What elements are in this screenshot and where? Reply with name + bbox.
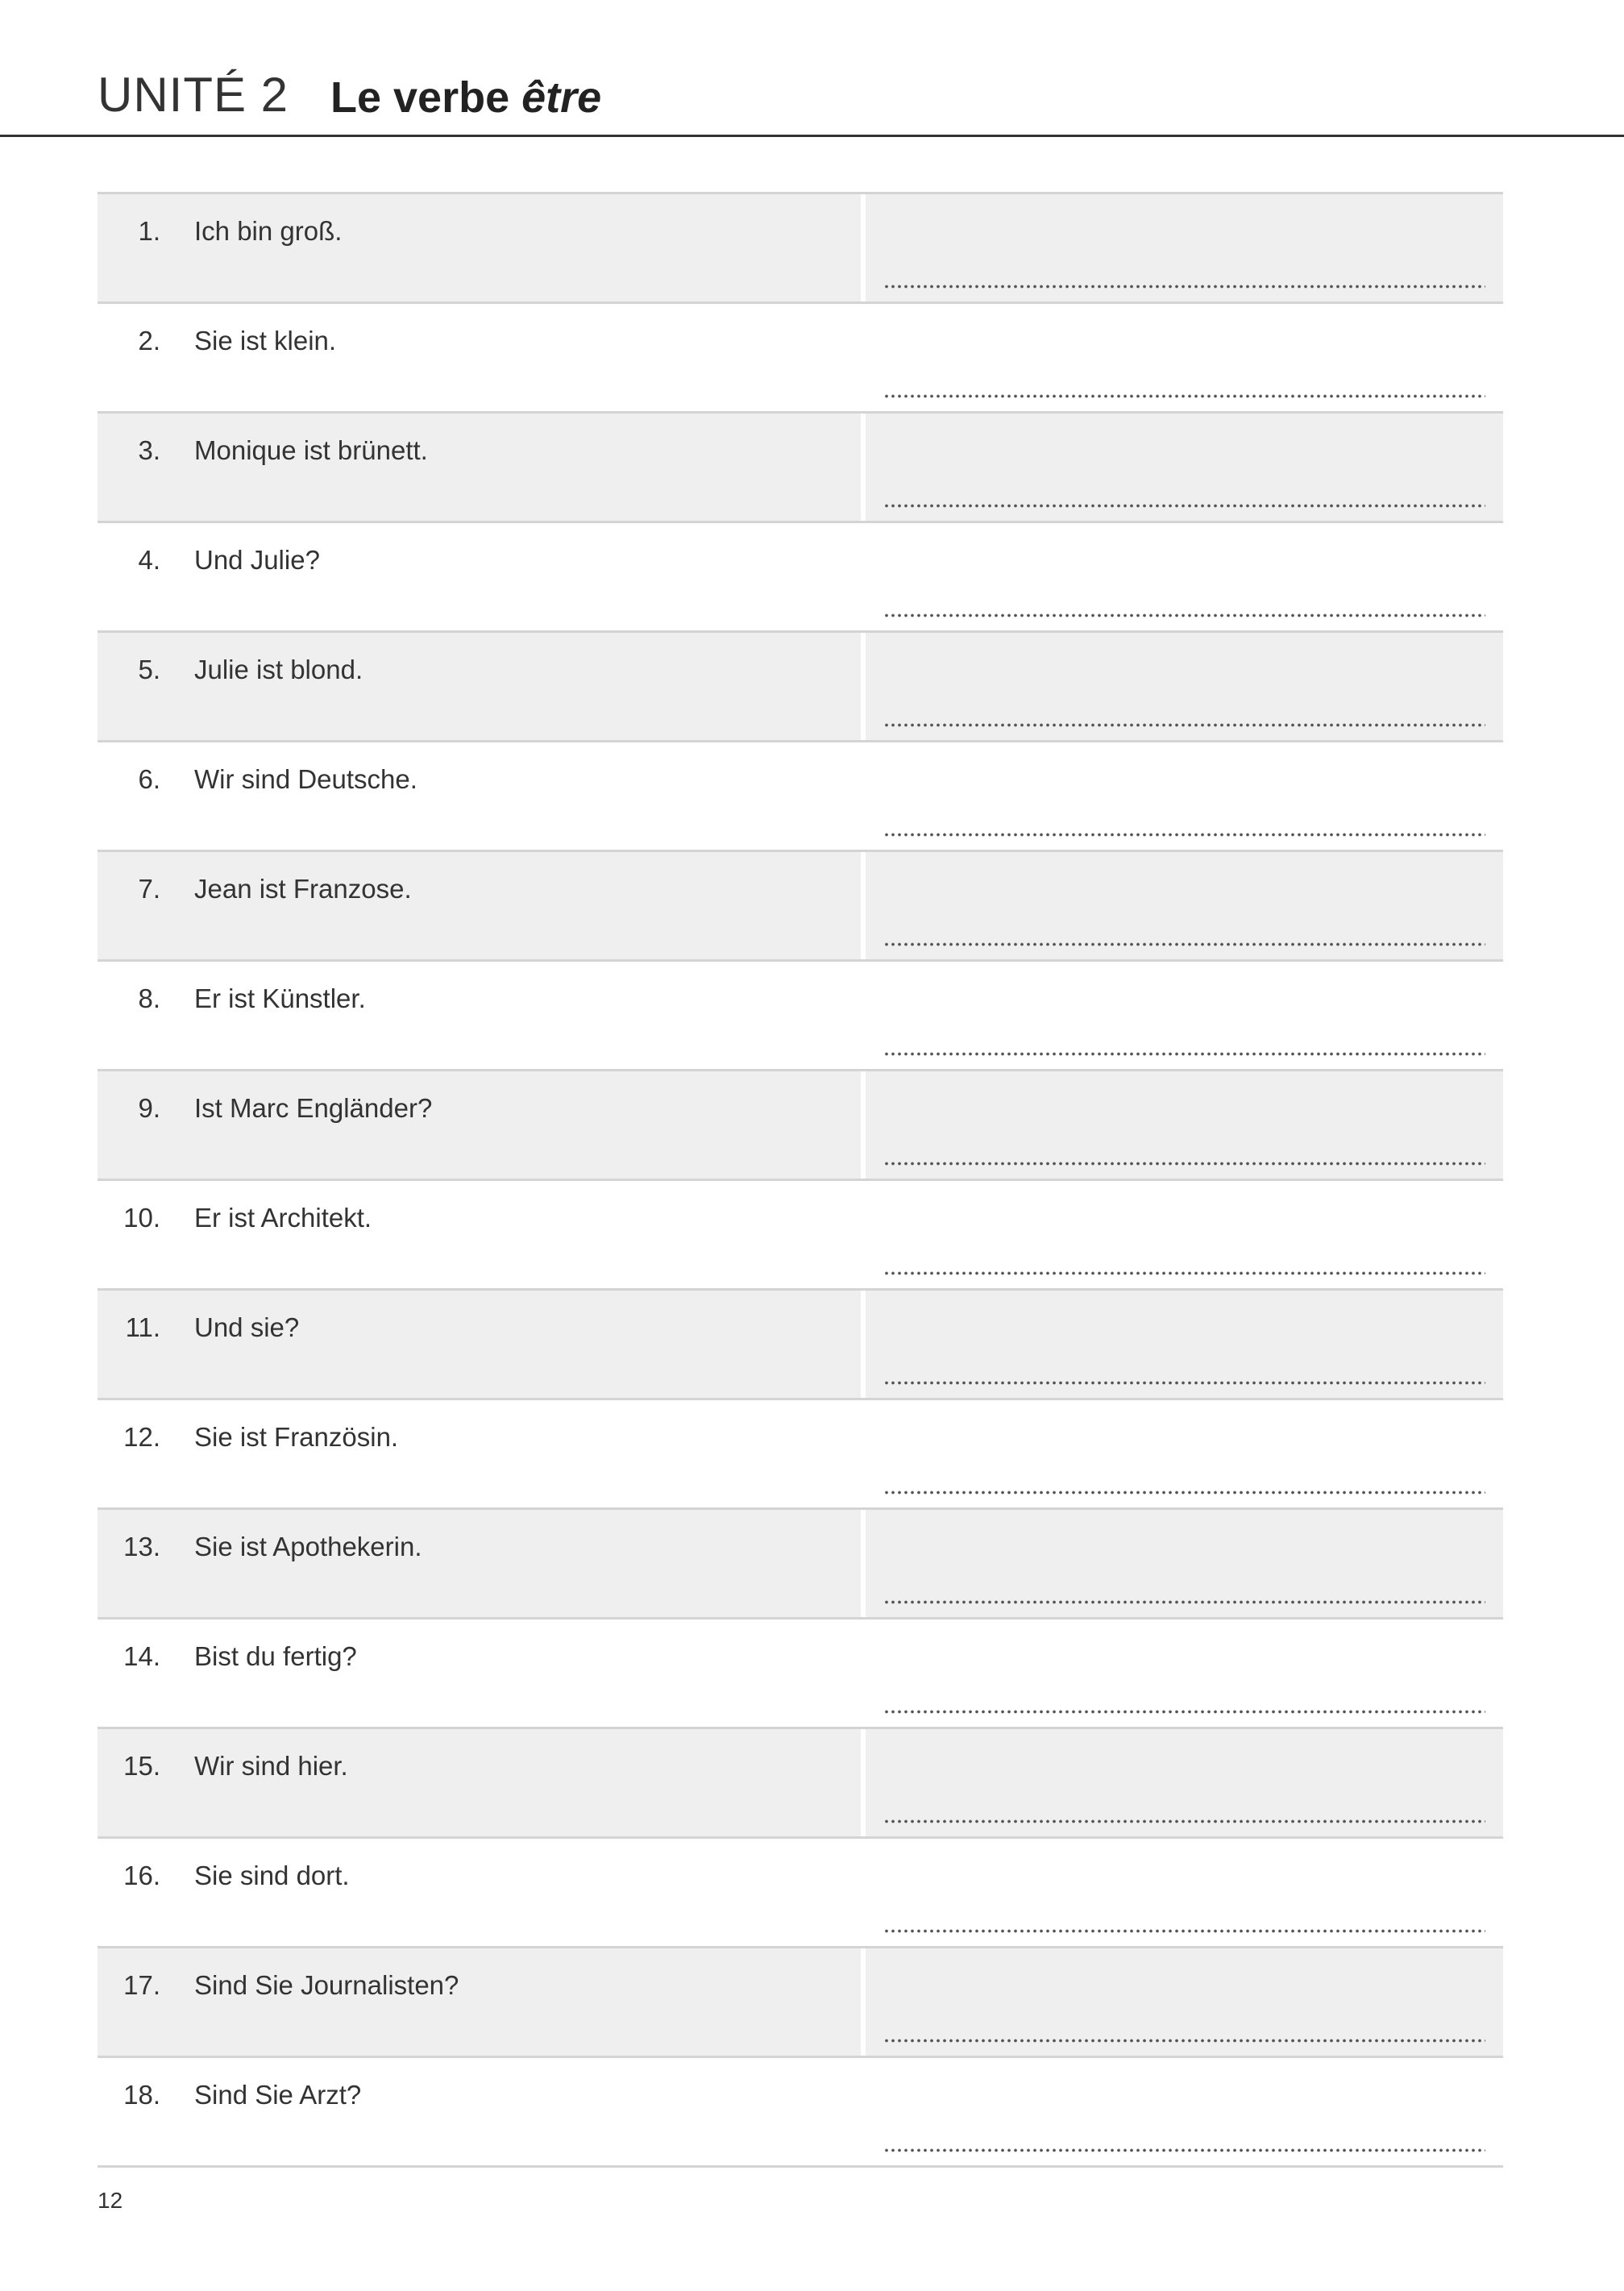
answer-cell[interactable]	[866, 1620, 1503, 1727]
item-number: 10.	[123, 1203, 160, 1233]
exercise-row	[98, 1071, 1503, 1181]
page-number: 12	[98, 2188, 123, 2213]
source-sentence: Sind Sie Journalisten?	[194, 1970, 459, 2000]
answer-cell[interactable]	[866, 1510, 1503, 1617]
answer-cell[interactable]	[866, 1291, 1503, 1398]
item-number: 13.	[123, 1532, 160, 1561]
answer-dotted-line[interactable]	[883, 1162, 1485, 1166]
exercise-row	[98, 962, 1503, 1071]
answer-cell[interactable]	[866, 1839, 1503, 1946]
exercise-row	[98, 1729, 1503, 1839]
item-number: 8.	[138, 983, 160, 1013]
answer-dotted-line[interactable]	[883, 2039, 1485, 2043]
exercise-row	[98, 1839, 1503, 1948]
source-cell	[98, 304, 861, 411]
item-number: 9.	[138, 1093, 160, 1123]
answer-cell[interactable]	[866, 633, 1503, 740]
exercise-row	[98, 1620, 1503, 1729]
answer-cell[interactable]	[866, 304, 1503, 411]
source-cell	[98, 1071, 861, 1179]
source-sentence: Ist Marc Engländer?	[194, 1093, 433, 1123]
source-cell	[98, 633, 861, 740]
translation-exercise	[98, 192, 1503, 2168]
source-cell	[98, 1400, 861, 1507]
answer-dotted-line[interactable]	[883, 723, 1485, 727]
source-sentence: Wir sind hier.	[194, 1751, 348, 1781]
source-sentence: Sie ist Apothekerin.	[194, 1532, 422, 1561]
source-sentence: Julie ist blond.	[194, 655, 363, 684]
source-sentence: Er ist Architekt.	[194, 1203, 372, 1233]
answer-cell[interactable]	[866, 194, 1503, 301]
item-number: 11.	[125, 1312, 160, 1342]
source-cell	[98, 1291, 861, 1398]
answer-dotted-line[interactable]	[883, 2148, 1485, 2152]
answer-dotted-line[interactable]	[883, 285, 1485, 289]
source-cell	[98, 852, 861, 959]
source-cell	[98, 523, 861, 630]
item-number: 2.	[138, 326, 160, 356]
exercise-row	[98, 852, 1503, 962]
answer-cell[interactable]	[866, 742, 1503, 850]
item-number: 3.	[138, 435, 160, 465]
item-number: 5.	[138, 655, 160, 684]
item-number: 17.	[123, 1970, 160, 2000]
page-header	[0, 0, 1624, 137]
answer-dotted-line[interactable]	[883, 1710, 1485, 1714]
answer-cell[interactable]	[866, 523, 1503, 630]
exercise-row	[98, 2058, 1503, 2168]
exercise-row	[98, 194, 1503, 304]
item-number: 4.	[138, 545, 160, 575]
source-cell	[98, 194, 861, 301]
exercise-row	[98, 304, 1503, 414]
source-sentence: Monique ist brünett.	[194, 435, 428, 465]
source-cell	[98, 414, 861, 521]
source-cell	[98, 1620, 861, 1727]
item-number: 14.	[123, 1641, 160, 1671]
exercise-row	[98, 742, 1503, 852]
answer-cell[interactable]	[866, 1400, 1503, 1507]
unit-label: UNITÉ 2	[98, 68, 289, 122]
source-sentence: Sie ist klein.	[194, 326, 337, 356]
source-sentence: Er ist Künstler.	[194, 983, 366, 1013]
source-sentence: Und Julie?	[194, 545, 320, 575]
answer-cell[interactable]	[866, 2058, 1503, 2165]
source-cell	[98, 1839, 861, 1946]
item-number: 15.	[123, 1751, 160, 1781]
source-cell	[98, 2058, 861, 2165]
answer-cell[interactable]	[866, 1071, 1503, 1179]
page-title-text: Le verbe	[330, 73, 522, 122]
source-sentence: Sie sind dort.	[194, 1861, 350, 1890]
exercise-row	[98, 1400, 1503, 1510]
item-number: 12.	[123, 1422, 160, 1452]
answer-dotted-line[interactable]	[883, 1929, 1485, 1933]
source-sentence: Sind Sie Arzt?	[194, 2080, 362, 2110]
answer-dotted-line[interactable]	[883, 1600, 1485, 1604]
source-sentence: Ich bin groß.	[194, 216, 343, 246]
answer-dotted-line[interactable]	[883, 1381, 1485, 1385]
answer-cell[interactable]	[866, 962, 1503, 1069]
item-number: 6.	[138, 764, 160, 794]
item-number: 7.	[138, 874, 160, 904]
answer-dotted-line[interactable]	[883, 942, 1485, 946]
answer-dotted-line[interactable]	[883, 394, 1485, 398]
answer-dotted-line[interactable]	[883, 1819, 1485, 1823]
exercise-row	[98, 1948, 1503, 2058]
answer-cell[interactable]	[866, 1181, 1503, 1288]
source-cell	[98, 1181, 861, 1288]
source-sentence: Und sie?	[194, 1312, 300, 1342]
item-number: 18.	[123, 2080, 160, 2110]
exercise-row	[98, 633, 1503, 742]
source-sentence: Bist du fertig?	[194, 1641, 357, 1671]
item-number: 1.	[138, 216, 160, 246]
source-sentence: Sie ist Französin.	[194, 1422, 399, 1452]
exercise-row	[98, 523, 1503, 633]
source-cell	[98, 1948, 861, 2056]
answer-dotted-line[interactable]	[883, 1052, 1485, 1056]
source-cell	[98, 1729, 861, 1836]
source-cell	[98, 742, 861, 850]
source-cell	[98, 1510, 861, 1617]
exercise-row	[98, 1181, 1503, 1291]
answer-cell[interactable]	[866, 1729, 1503, 1836]
item-number: 16.	[123, 1861, 160, 1890]
exercise-row	[98, 1291, 1503, 1400]
answer-dotted-line[interactable]	[883, 613, 1485, 617]
answer-dotted-line[interactable]	[883, 1271, 1485, 1275]
answer-cell[interactable]	[866, 1948, 1503, 2056]
source-cell	[98, 962, 861, 1069]
page-title	[330, 73, 602, 122]
answer-cell[interactable]	[866, 414, 1503, 521]
answer-dotted-line[interactable]	[883, 1491, 1485, 1495]
page-title-italic: être	[521, 73, 602, 122]
source-sentence: Jean ist Franzose.	[194, 874, 412, 904]
answer-cell[interactable]	[866, 852, 1503, 959]
answer-dotted-line[interactable]	[883, 833, 1485, 837]
source-sentence: Wir sind Deutsche.	[194, 764, 417, 794]
exercise-row	[98, 414, 1503, 523]
answer-dotted-line[interactable]	[883, 504, 1485, 508]
exercise-row	[98, 1510, 1503, 1620]
